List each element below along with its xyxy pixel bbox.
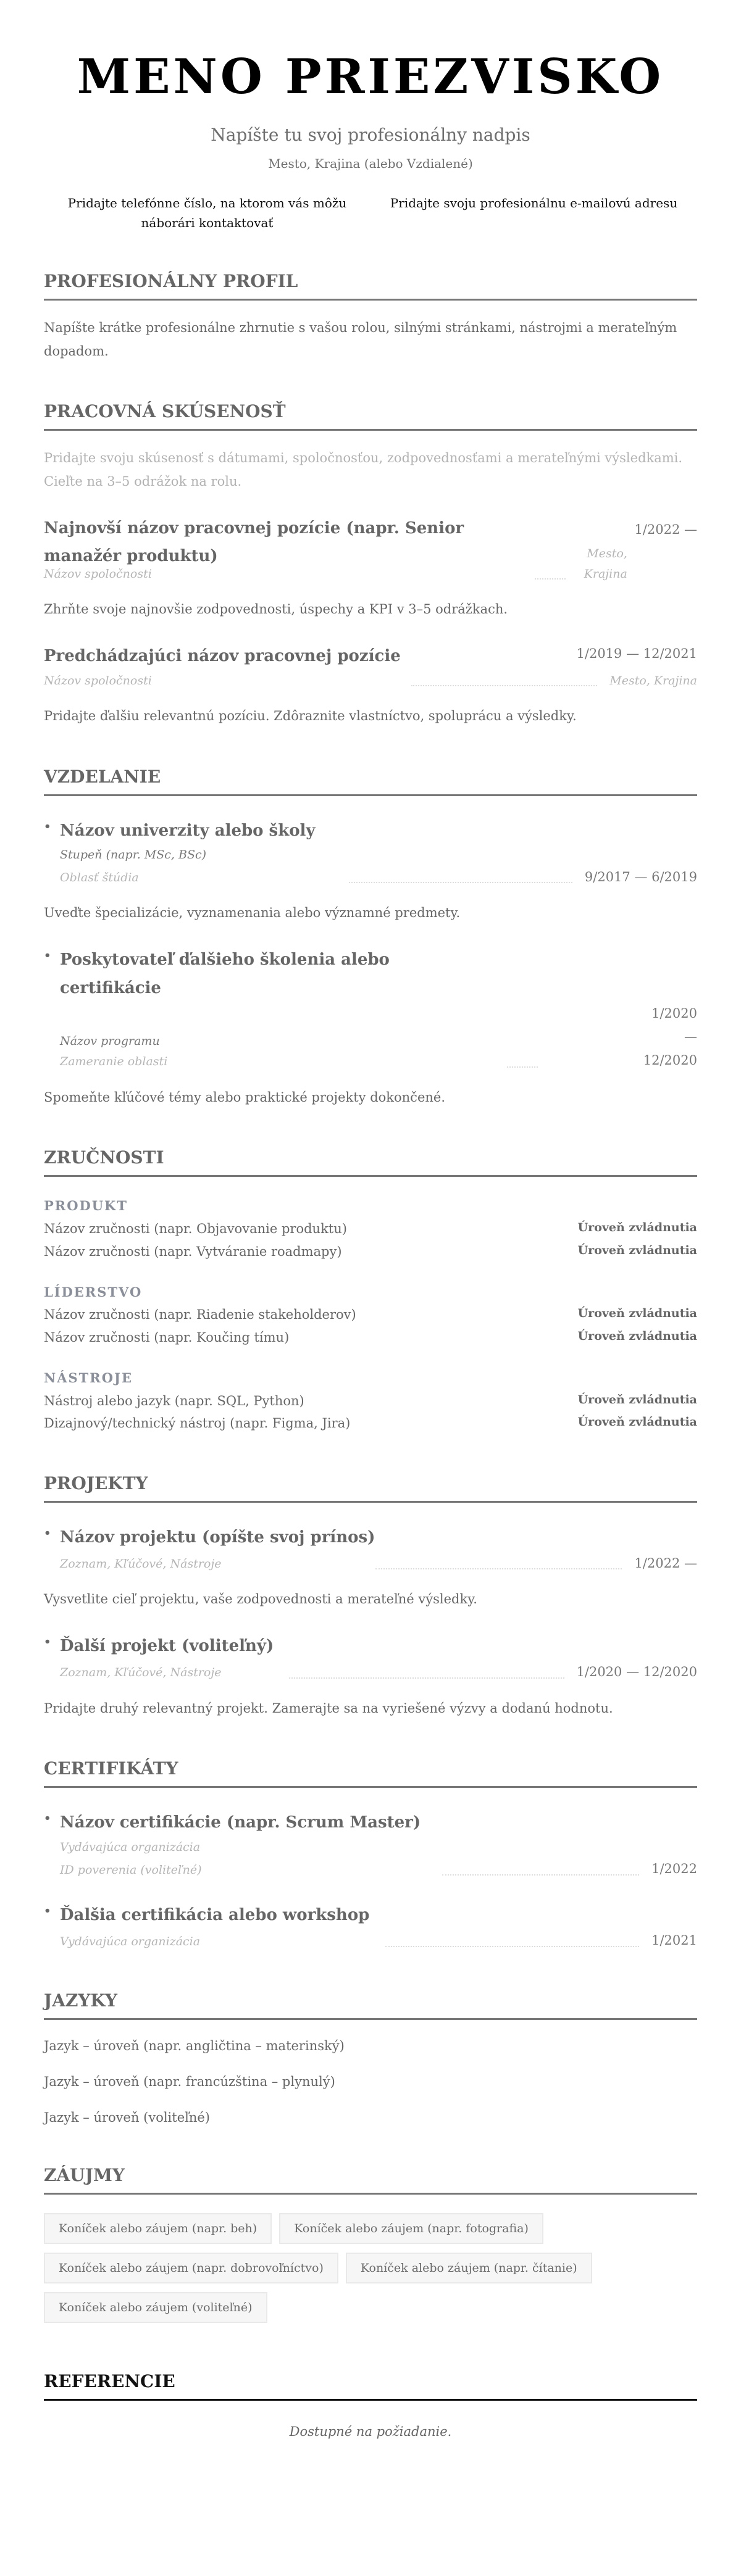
section-title: VZDELANIE (44, 767, 697, 796)
section-experience (44, 401, 697, 728)
dotted-leader (289, 1677, 564, 1679)
section-title: ZRUČNOSTI (44, 1147, 697, 1177)
degree: Názov programu (60, 1034, 160, 1049)
skill-row (44, 1390, 697, 1413)
skill-level: Úroveň zvládnutia (577, 1221, 697, 1235)
education-dates: 9/2017 — 6/2019 (584, 869, 697, 884)
company-name: Názov spoločnosti (44, 567, 152, 581)
section-references (44, 2371, 697, 2439)
credential-id: ID poverenia (voliteľné) (60, 1863, 202, 1877)
degree: Stupeň (napr. MSc, BSc) (60, 848, 207, 862)
interest-tag: Koníček alebo záujem (napr. beh) (44, 2213, 272, 2244)
skill-level: Úroveň zvládnutia (577, 1329, 697, 1344)
dotted-leader (385, 1946, 639, 1947)
bullet-icon: • (44, 1812, 51, 1826)
skill-level: Úroveň zvládnutia (577, 1307, 697, 1321)
skill-name: Názov zručnosti (napr. Koučing tímu) (44, 1330, 290, 1345)
skill-row (44, 1303, 697, 1326)
education-entry (44, 946, 697, 1109)
candidate-location: Mesto, Krajina (alebo Vzdialené) (268, 156, 473, 171)
skill-level: Úroveň zvládnutia (577, 1415, 697, 1429)
skill-row (44, 1412, 697, 1435)
skill-level: Úroveň zvládnutia (577, 1392, 697, 1406)
section-certificates (44, 1758, 697, 1952)
certificate-date: 1/2022 (651, 1861, 697, 1877)
dotted-leader (507, 1066, 538, 1068)
language-item: Jazyk – úroveň (voliteľné) (44, 2109, 211, 2125)
skill-level: Úroveň zvládnutia (577, 1243, 697, 1257)
certificate-name: Názov certifikácie (napr. Scrum Master) (60, 1813, 421, 1832)
project-dates: 1/2020 — 12/2020 (576, 1664, 697, 1679)
job-description: Pridajte ďalšiu relevantnú pozíciu. Zdôraznite vlastníctvo, spoluprácu a výsledky. (44, 708, 577, 724)
section-education (44, 767, 697, 1109)
job-location: Mesto, Krajina (584, 546, 627, 581)
section-interests (44, 2165, 697, 2323)
project-name: Názov projektu (opíšte svoj prínos) (60, 1528, 375, 1547)
references-text: Dostupné na požiadanie. (289, 2424, 452, 2440)
section-profile (44, 271, 697, 364)
skill-name: Názov zručnosti (napr. Objavovanie produktu) (44, 1221, 347, 1237)
phone-field: Pridajte telefónne číslo, na ktorom vás môžu náborári kontaktovať (67, 195, 347, 230)
skill-category: PRODUKT (44, 1198, 128, 1214)
project-description: Vysvetlite cieľ projektu, vaše zodpovednosti a merateľné výsledky. (44, 1592, 477, 1607)
job-title: Predchádzajúci názov pracovnej pozície (44, 647, 401, 666)
interest-tag: Koníček alebo záujem (voliteľné) (44, 2292, 267, 2323)
section-projects (44, 1473, 697, 1720)
dotted-leader (442, 1874, 639, 1876)
skill-row (44, 1240, 697, 1263)
dotted-leader (411, 685, 597, 686)
skill-name: Názov zručnosti (napr. Riadenie stakeholderov) (44, 1307, 356, 1323)
language-item: Jazyk – úroveň (napr. francúzština – plynulý) (44, 2074, 335, 2089)
section-title: ZÁUJMY (44, 2165, 697, 2195)
profile-summary: Napíšte krátke profesionálne zhrnutie s vašou rolou, silnými stránkami, nástrojmi a merateľným dopadom. (44, 320, 677, 359)
professional-headline: Napíšte tu svoj profesionálny nadpis (211, 124, 530, 145)
skill-row (44, 1218, 697, 1240)
skill-category: LÍDERSTVO (44, 1284, 143, 1300)
issuer-name: Vydávajúca organizácia (60, 1934, 201, 1948)
interest-tag: Koníček alebo záujem (napr. dobrovoľníctvo) (44, 2253, 338, 2283)
resume-page (44, 0, 697, 2476)
bullet-icon: • (44, 820, 51, 833)
skill-row (44, 1326, 697, 1349)
certificate-issuer (60, 1837, 697, 1858)
company-name: Názov spoločnosti (44, 673, 152, 688)
dotted-leader (535, 578, 566, 580)
job-entry (44, 642, 697, 728)
language-item: Jazyk – úroveň (napr. angličtina – materinský) (44, 2038, 345, 2054)
certificate-name: Ďalšia certifikácia alebo workshop (60, 1905, 370, 1924)
certificate-entry (44, 1809, 697, 1880)
skill-group (44, 1194, 697, 1263)
job-location: Mesto, Krajina (609, 673, 697, 688)
project-tools: Zoznam, Kľúčové, Nástroje (60, 1666, 222, 1680)
education-dates: 1/2020 — 12/2020 (643, 1006, 697, 1068)
bullet-icon: • (44, 1635, 51, 1649)
interest-tags (44, 2213, 661, 2323)
skill-name: Názov zručnosti (napr. Vytváranie roadmapy) (44, 1244, 342, 1259)
field-of-study: Zameranie oblasti (60, 1055, 168, 1069)
project-dates: 1/2022 — (634, 1555, 697, 1571)
bullet-icon: • (44, 1904, 51, 1917)
skill-group (44, 1281, 697, 1349)
section-title: CERTIFIKÁTY (44, 1758, 697, 1788)
section-title: PROJEKTY (44, 1473, 697, 1503)
job-dates: 1/2019 — 12/2021 (576, 646, 697, 662)
skill-group (44, 1366, 697, 1435)
skill-name: Dizajnový/technický nástroj (napr. Figma, Jira) (44, 1416, 351, 1431)
section-title: REFERENCIE (44, 2371, 697, 2401)
contact-row (44, 193, 697, 233)
issuer-name: Vydávajúca organizácia (60, 1840, 201, 1854)
education-entry (44, 817, 697, 925)
dotted-leader (349, 882, 572, 883)
project-description: Pridajte druhý relevantný projekt. Zamerajte sa na vyriešené výzvy a dodanú hodnotu. (44, 1700, 613, 1716)
interest-tag: Koníček alebo záujem (napr. fotografia) (279, 2213, 543, 2244)
job-title: Najnovší názov pracovnej pozície (napr. Senior manažér produktu) (44, 518, 464, 566)
experience-hint: Pridajte svoju skúsenosť s dátumami, spoločnosťou, zodpovednosťami a merateľnými výsledkami. Cieľte na 3–5 odrážok na rolu. (44, 451, 683, 489)
skill-category: NÁSTROJE (44, 1369, 133, 1386)
skill-name: Nástroj alebo jazyk (napr. SQL, Python) (44, 1393, 304, 1408)
section-title: JAZYKY (44, 1990, 697, 2020)
job-description: Zhrňte svoje najnovšie zodpovednosti, úspechy a KPI v 3–5 odrážkach. (44, 602, 508, 617)
education-description: Uveďte špecializácie, vyznamenania alebo významné predmety. (44, 905, 461, 921)
education-description: Spomeňte kľúčové témy alebo praktické projekty dokončené. (44, 1089, 445, 1105)
section-skills (44, 1147, 697, 1435)
certificate-date: 1/2021 (651, 1933, 697, 1948)
section-languages (44, 1990, 697, 2135)
section-title: PRACOVNÁ SKÚSENOSŤ (44, 401, 697, 431)
school-name: Názov univerzity alebo školy (60, 821, 316, 840)
bullet-icon: • (44, 1527, 51, 1540)
project-name: Ďalší projekt (voliteľný) (60, 1637, 274, 1656)
project-tools: Zoznam, Kľúčové, Nástroje (60, 1557, 222, 1571)
field-of-study: Oblasť štúdia (60, 871, 139, 885)
candidate-name: MENO PRIEZVISKO (77, 49, 664, 105)
certificate-entry (44, 1901, 697, 1952)
bullet-icon: • (44, 949, 51, 963)
section-title: PROFESIONÁLNY PROFIL (44, 271, 697, 301)
school-name: Poskytovateľ ďalšieho školenia alebo certifikácie (60, 950, 390, 997)
project-entry (44, 1632, 697, 1720)
interest-tag: Koníček alebo záujem (napr. čítanie) (346, 2253, 592, 2283)
email-field: Pridajte svoju profesionálnu e-mailovú adresu (390, 195, 678, 210)
job-dates: 1/2022 — (634, 521, 697, 537)
job-entry (44, 515, 697, 621)
dotted-leader (375, 1568, 622, 1569)
project-entry (44, 1524, 697, 1611)
